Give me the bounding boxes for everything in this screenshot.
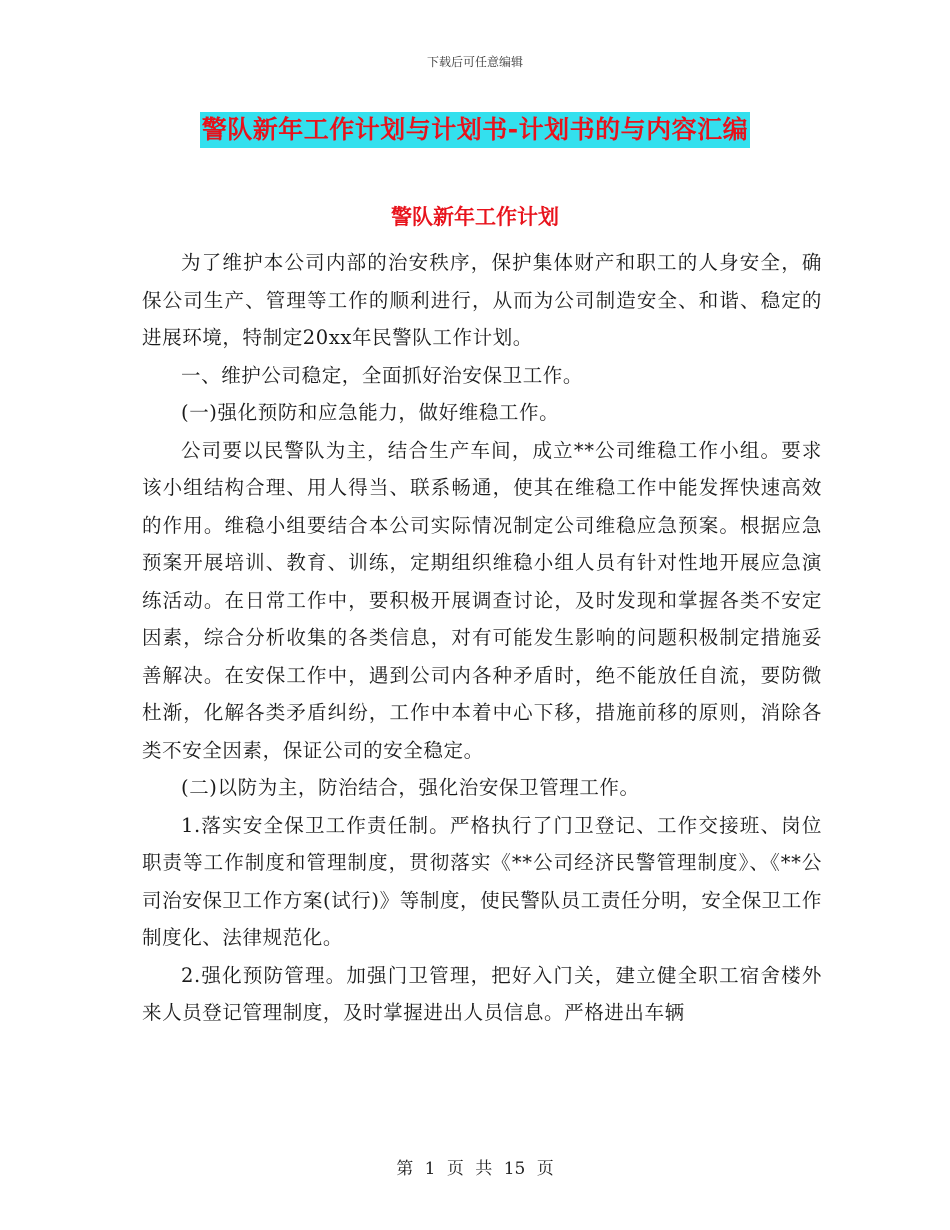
section-title: 警队新年工作计划	[391, 205, 559, 229]
subsection-heading: (一)强化预防和应急能力，做好维稳工作。	[181, 401, 560, 424]
paragraph: 2.强化预防管理。加强门卫管理，把好入门关，建立健全职工宿舍楼外来人员登记管理制度，及时掌握进出人员信息。严格进出车辆	[142, 963, 822, 1024]
document-body	[142, 244, 822, 1032]
header-note: 下载后可任意编辑	[426, 55, 523, 69]
paragraph: 公司要以民警队为主，结合生产车间，成立**公司维稳工作小组。要求该小组结构合理、用人得当、联系畅通，使其在维稳工作中能发挥快速高效的作用。维稳小组要结合本公司实际情况制定公司维稳应急预案。根据应急预案开展培训、教育、训练，定期组织维稳小组人员有针对性地开展应急演练活动。在日常工作中，要积极开展调查讨论，及时发现和掌握各类不安定因素，综合分析收集的各类信息，对有可能发生影响的问题积极制定措施妥善解决。在安保工作中，遇到公司内各种矛盾时，绝不能放任自流，要防微杜渐，化解各类矛盾纠纷，工作中本着中心下移，措施前移的原则，消除各类不安全因素，保证公司的安全稳定。	[142, 438, 822, 762]
document-title: 警队新年工作计划与计划书-计划书的与内容汇编	[200, 112, 750, 148]
subsection-heading: (二)以防为主，防治结合，强化治安保卫管理工作。	[181, 776, 640, 799]
section-heading: 一、维护公司稳定，全面抓好治安保卫工作。	[181, 363, 584, 387]
paragraph: 1.落实安全保卫工作责任制。严格执行了门卫登记、工作交接班、岗位职责等工作制度和管理制度，贯彻落实《**公司经济民警管理制度》、《**公司治安保卫工作方案(试行)》等制度，使民警队员工责任分明，安全保卫工作制度化、法律规范化。	[142, 813, 822, 949]
paragraph: 为了维护本公司内部的治安秩序，保护集体财产和职工的人身安全，确保公司生产、管理等工作的顺利进行，从而为公司制造安全、和谐、稳定的进展环境，特制定20xx年民警队工作计划。	[142, 251, 822, 349]
page-indicator: 第 1 页 共 15 页	[396, 1159, 554, 1179]
main-title-container	[0, 112, 950, 148]
